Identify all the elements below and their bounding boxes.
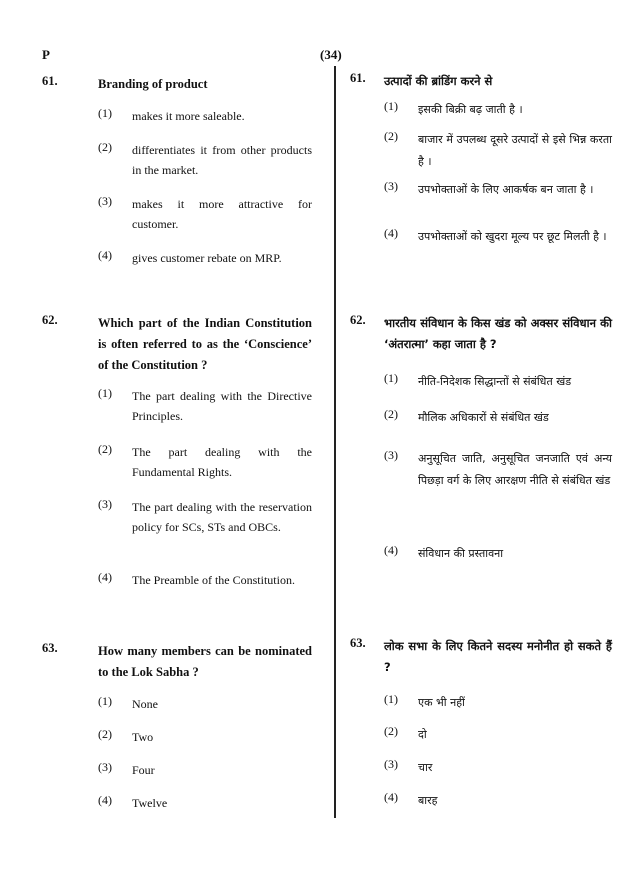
option-text: makes it more saleable.	[132, 109, 245, 123]
option-number: (3)	[98, 497, 112, 511]
option-text: उपभोक्ताओं को खुदरा मूल्य पर छूट मिलती है ।	[418, 230, 607, 243]
option-text: Four	[132, 763, 155, 777]
option-number: (3)	[384, 179, 398, 193]
option-text: The Preamble of the Constitution.	[132, 573, 295, 587]
option-number: (2)	[98, 442, 112, 456]
option-number: (1)	[98, 386, 112, 400]
question-text: उत्पादों की ब्रांडिंग करने से	[384, 74, 493, 88]
option-number: (3)	[384, 757, 398, 771]
series-code: P	[42, 47, 50, 62]
option-number: (1)	[98, 694, 112, 708]
option-number: (4)	[98, 570, 112, 584]
option-number: (4)	[384, 543, 398, 557]
question-number: 63.	[42, 641, 58, 655]
option-text: उपभोक्ताओं के लिए आकर्षक बन जाता है ।	[418, 183, 594, 196]
question-text: लोक सभा के लिए कितने सदस्य मनोनीत हो सकते हैं ?	[384, 639, 612, 674]
option-text: चार	[418, 761, 433, 774]
question-text: Which part of the Indian Constitution is often referred to as the ‘Conscience’ of the Constitution ?	[98, 316, 312, 372]
option-number: (4)	[384, 790, 398, 804]
option-text: The part dealing with the reservation policy for SCs, STs and OBCs.	[132, 500, 312, 534]
question-number: 62.	[350, 313, 366, 327]
option-text: The part dealing with the Fundamental Rights.	[132, 445, 312, 479]
question-number: 61.	[42, 74, 58, 88]
option-text: None	[132, 697, 158, 711]
option-number: (1)	[384, 371, 398, 385]
option-number: (4)	[384, 226, 398, 240]
option-number: (3)	[384, 448, 398, 462]
option-text: Two	[132, 730, 154, 744]
option-text: अनुसूचित जाति, अनुसूचित जनजाति एवं अन्य पिछड़ा वर्ग के लिए आरक्षण नीति से संबंधित खंड	[418, 452, 612, 487]
option-text: gives customer rebate on MRP.	[132, 251, 282, 265]
option-number: (4)	[98, 793, 112, 807]
column-divider	[334, 66, 336, 818]
option-text: makes it more attractive for customer.	[132, 197, 312, 231]
option-number: (1)	[384, 99, 398, 113]
option-number: (3)	[98, 760, 112, 774]
option-text: मौलिक अधिकारों से संबंधित खंड	[418, 411, 549, 424]
option-number: (1)	[98, 106, 112, 120]
option-number: (4)	[98, 248, 112, 262]
question-text: How many members can be nominated to the Lok Sabha ?	[98, 644, 312, 679]
option-text: नीति-निदेशक सिद्धान्तों से संबंधित खंड	[418, 375, 572, 388]
option-text: बाजार में उपलब्ध दूसरे उत्पादों से इसे भिन्न करता है ।	[418, 133, 612, 168]
question-text: भारतीय संविधान के किस खंड को अक्सर संविधान की ‘अंतरात्मा’ कहा जाता है ?	[384, 316, 612, 351]
option-number: (2)	[98, 727, 112, 741]
option-text: Twelve	[132, 796, 168, 810]
option-text: संविधान की प्रस्तावना	[418, 547, 504, 560]
option-number: (2)	[384, 407, 398, 421]
option-number: (2)	[384, 724, 398, 738]
question-number: 62.	[42, 313, 58, 327]
option-text: differentiates it from other products in the market.	[132, 143, 312, 177]
question-number: 63.	[350, 636, 366, 650]
page-header	[0, 47, 638, 65]
option-text: बारह	[418, 794, 438, 807]
question-text: Branding of product	[98, 77, 208, 91]
option-text: The part dealing with the Directive Principles.	[132, 389, 312, 423]
question-number: 61.	[350, 71, 366, 85]
option-number: (3)	[98, 194, 112, 208]
option-text: एक भी नहीं	[418, 696, 465, 709]
option-number: (1)	[384, 692, 398, 706]
option-text: इसकी बिक्री बढ़ जाती है ।	[418, 103, 523, 116]
option-number: (2)	[98, 140, 112, 154]
option-text: दो	[418, 728, 427, 741]
option-number: (2)	[384, 129, 398, 143]
page-number: (34)	[320, 47, 342, 62]
